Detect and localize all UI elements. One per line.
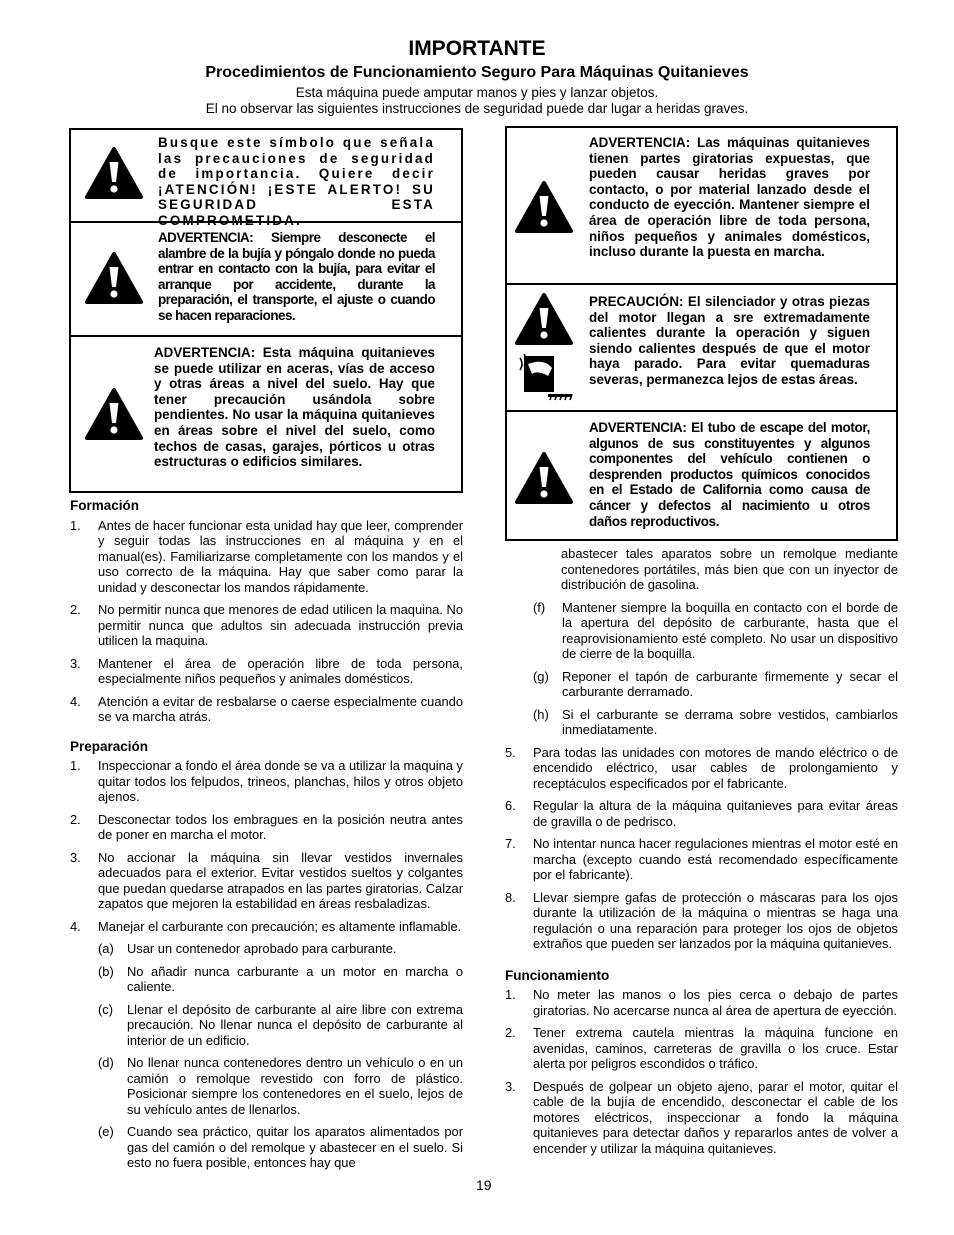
sub-item-text: No añadir nunca carburante a un motor en marcha o caliente. xyxy=(127,963,463,994)
item-number: 1. xyxy=(505,987,516,1002)
warning-text: ADVERTENCIA: Esta máquina quitanieves se puede utilizar en aceras, vías de acceso y otras áreas a nivel del suelo. Hay que tener precaución usándola sobre pendientes. No usar la máquina quitanieves en áreas sobre el nivel del suelo, como techos de casas, garajes, pórticos u otras estructuras o edificios similares. xyxy=(154,345,435,470)
sub-item-letter: (a) xyxy=(98,941,114,956)
list-item xyxy=(70,919,463,935)
item-text: Desconectar todos los embragues en la posición neutra antes de poner en marcha el motor. xyxy=(98,811,463,842)
section-heading-formacion: Formación xyxy=(70,498,140,513)
item-text: Tener extrema cautela mientras la máquina funcione en avenidas, caminos, carreteras de gravilla o los cruce. Estar alerta por peligros escondidos o tráfico. xyxy=(533,1025,898,1071)
sub-item xyxy=(533,669,898,700)
page-title: IMPORTANTE xyxy=(408,37,546,60)
list-item xyxy=(70,602,463,649)
section-heading-preparacion: Preparación xyxy=(70,738,149,754)
item-text: No permitir nunca que menores de edad utilicen la maquina. No permitir nunca que adultos sin adecuada instrucción previa utilicen la maquina. xyxy=(98,602,463,648)
item-text: Antes de hacer funcionar esta unidad hay que leer, comprender y seguir todas las instrucciones en al máquina y en el manual(es). Familiarizarse completamente con los mandos y el uso correcto de la máquina. Hay que saber como parar la unidad y desconectar los mandos rápidamente. xyxy=(98,517,463,595)
sub-item xyxy=(98,1055,463,1117)
item-number: 7. xyxy=(505,836,516,851)
sub-item-text: Llenar el depósito de carburante al aire libre con extrema precaución. No llenar nunca el depósito de carburante al interior de un edificio. xyxy=(127,1001,463,1048)
page-subtitle: Procedimientos de Funcionamiento Seguro Para Máquinas Quitanieves xyxy=(205,64,749,81)
warning-text: ADVERTENCIA: Las máquinas quitanieves tienen partes giratorias expuestas, que pueden causar heridas graves por contacto, o por material lanzado desde el conducto de eyección. Mantener siempre el área de operación libre de toda persona, niños pequeños y animales domésticos, incluso durante la puesta en marcha. xyxy=(589,135,870,260)
item-number: 3. xyxy=(505,1078,516,1094)
warning-divider xyxy=(505,410,898,412)
sub-item-letter: (b) xyxy=(98,963,114,979)
sub-item xyxy=(98,1002,463,1049)
warning-text: PRECAUCIÓN: El silenciador y otras piezas del motor llegan a sre extremadamente calientes durante la operación y siguen siendo calientes después de que el motor haya parado. Para evitar quemaduras severas, permanezca lejos de estas áreas. xyxy=(589,294,870,387)
sub-item xyxy=(98,964,463,995)
list-item xyxy=(70,518,463,596)
warning-triangle-icon xyxy=(514,180,574,234)
hot-surface-icon xyxy=(518,350,574,404)
sub-item-text: Reponer el tapón de carburante firmemente y secar el carburante derramado. xyxy=(562,668,898,699)
list-item xyxy=(505,890,898,952)
sub-item-text: Mantener siempre la boquilla en contacto con el borde de la apertura del depósito de carburante, hasta que el reaprovisionamiento esté completo. No usar un dispositivo de cierre de la boquilla. xyxy=(562,599,898,661)
item-text: Inspeccionar a fondo el área donde se va a utilizar la maquina y quitar todos los felpudos, trineos, planchas, hilos y otros objeto ajenos. xyxy=(98,758,463,804)
warning-text: ADVERTENCIA: El tubo de escape del motor, algunos de sus constituyentes y algunos componentes del vehículo contienen o desprenden productos químicos conocidos en el Estado de California como causa de cáncer y defectos al nacimiento u otros daños reproductivos. xyxy=(589,420,870,529)
item-text: Después de golpear un objeto ajeno, parar el motor, quitar el cable de la bujía de encendido, desconectar el cable de los motores eléctricos, inspeccionar a fondo la máquina quitanieves para detectar daños y repararlos antes de volver a encender y utilizar la máquina quitanieves. xyxy=(533,1078,898,1156)
warning-triangle-icon xyxy=(514,451,574,505)
sub-item-letter: (h) xyxy=(533,706,549,722)
item-text: Atención a evitar de resbalarse o caerse especialmente cuando se va marcha atrás. xyxy=(98,693,463,724)
item-number: 2. xyxy=(70,602,81,617)
item-text: No meter las manos o los pies cerca o debajo de partes giratorias. No acercarse nunca al área de apertura de eyección. xyxy=(533,987,898,1018)
list-item xyxy=(70,850,463,912)
item-number: 4. xyxy=(70,693,81,709)
list-item xyxy=(505,836,898,883)
left-column xyxy=(70,498,463,1178)
list-item xyxy=(505,745,898,792)
sub-item-letter: (f) xyxy=(533,599,546,615)
item-number: 2. xyxy=(70,811,81,827)
warning-triangle-icon xyxy=(84,146,144,200)
item-text: Mantener el área de operación libre de toda persona, especialmente niños pequeños y animales domésticos. xyxy=(98,655,463,686)
item-text: Regular la altura de la máquina quitanieves para evitar áreas de gravilla o de pedrisco. xyxy=(533,798,898,829)
list-item xyxy=(70,694,463,725)
list-item xyxy=(70,812,463,843)
warning-triangle-icon xyxy=(514,292,574,346)
list-item xyxy=(505,1079,898,1157)
item-text: No intentar nunca hacer regulaciones mientras el motor esté en marcha (excepto cuando está recomendado específicamente por el fabricante). xyxy=(533,836,898,882)
sub-item xyxy=(533,707,898,738)
warning-text: ADVERTENCIA: Siempre desconecte el alambre de la bujía y póngalo donde no pueda entrar en contacto con la bujía, para evitar el arranque por accidente, durante la preparación, el transporte, el ajuste o cuando se hacen reparaciones. xyxy=(158,230,435,323)
item-number: 1. xyxy=(70,517,81,533)
sub-item-text: No llenar nunca contenedores dentro un vehículo o en un camión o remolque revestido con forro de plástico. Posicionar siempre los contenedores en el suelo, lejos de su vehículo antes de llenarlos. xyxy=(127,1055,463,1117)
sub-item-continuation: abastecer tales aparatos sobre un remolque mediante contenedores portátiles, más bien que con un inyector de distribución de gasolina. xyxy=(561,546,898,592)
page-number: 19 xyxy=(476,1177,492,1193)
list-item xyxy=(505,1025,898,1072)
sub-item-text: Si el carburante se derrama sobre vestidos, cambiarlos inmediatamente. xyxy=(562,706,898,737)
right-column xyxy=(505,546,898,1163)
warning-text: Busque este símbolo que señala las precauciones de seguridad de importancia. Quiere decir ¡ATENCIÓN! ¡ESTE ALERTO! SU SEGURIDAD ESTA COMPROMETIDA. xyxy=(158,135,435,228)
item-number: 3. xyxy=(70,655,81,671)
warning-triangle-icon xyxy=(84,251,144,305)
list-item xyxy=(505,987,898,1018)
intro-line-2: El no observar las siguientes instrucciones de seguridad puede dar lugar a heridas graves. xyxy=(205,101,749,116)
list-item xyxy=(70,758,463,805)
item-text: Manejar el carburante con precaución; es altamente inflamable. xyxy=(98,918,462,934)
intro-line-1: Esta máquina puede amputar manos y pies y lanzar objetos. xyxy=(295,85,659,100)
item-number: 8. xyxy=(505,889,516,905)
list-item xyxy=(505,798,898,829)
sub-item xyxy=(98,1124,463,1171)
section-heading-funcionamiento: Funcionamiento xyxy=(505,967,610,983)
item-number: 4. xyxy=(70,918,81,934)
warning-divider xyxy=(505,283,898,285)
sub-item-letter: (e) xyxy=(98,1124,114,1139)
sub-item-letter: (d) xyxy=(98,1055,114,1070)
item-number: 3. xyxy=(70,849,81,865)
sub-item-text: Usar un contenedor aprobado para carburante. xyxy=(127,941,397,956)
item-text: No accionar la máquina sin llevar vestidos invernales adecuados para el exterior. Evitar vestidos sueltos y colgantes que puedan quedarse atrapados en las partes giratorias. Calzar zapatos que mejoren la estabilidad en áreas resbaladizas. xyxy=(98,849,463,911)
sub-item-text: Cuando sea práctico, quitar los aparatos alimentados por gas del camión o del remolque y abastecer en el suelo. Si esto no fuera posible, entonces hay que xyxy=(127,1124,463,1170)
warning-triangle-icon xyxy=(84,387,144,441)
warning-divider xyxy=(69,335,463,337)
list-item xyxy=(70,656,463,687)
sub-item-letter: (c) xyxy=(98,1001,114,1017)
item-number: 6. xyxy=(505,798,516,813)
item-text: Para todas las unidades con motores de mando eléctrico o de encendido eléctrico, usar cables de prolongamiento y receptáculos especificados por el fabricante. xyxy=(533,744,898,791)
item-text: Llevar siempre gafas de protección o máscaras para los ojos durante la utilización de la máquina o mientras se haga una regulación o una reparación para proteger los ojos de objetos extraños que pueden ser lanzados por la máquina quitanieves. xyxy=(533,889,898,951)
item-number: 2. xyxy=(505,1025,516,1040)
sub-item xyxy=(98,941,463,957)
sub-item xyxy=(533,600,898,662)
item-number: 5. xyxy=(505,744,516,760)
sub-item-letter: (g) xyxy=(533,668,549,684)
item-number: 1. xyxy=(70,758,81,773)
